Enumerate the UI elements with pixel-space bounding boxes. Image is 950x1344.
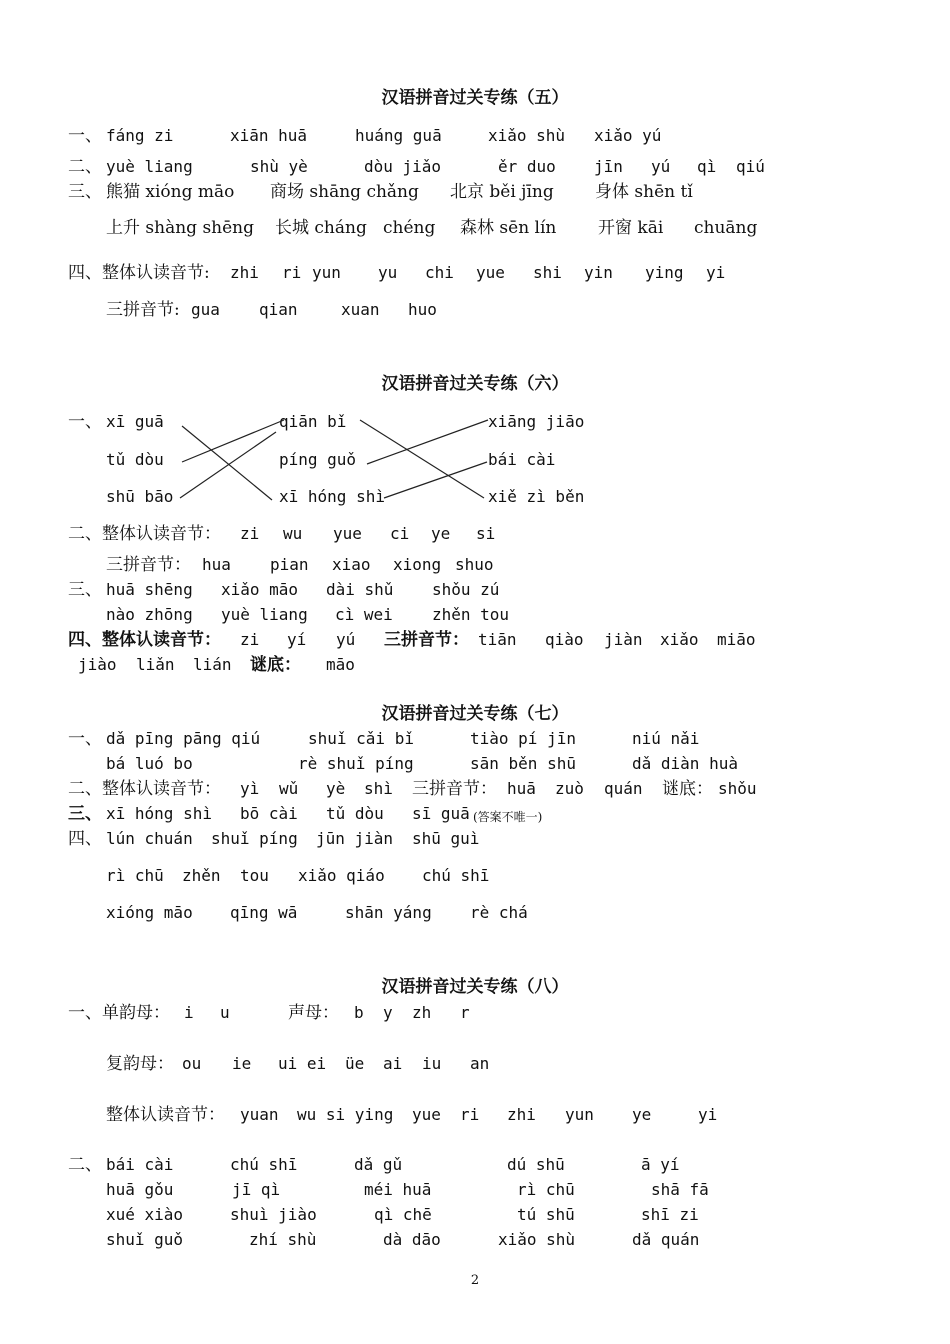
match-mid-3: xī hóng shì [279, 487, 385, 506]
match-line [180, 432, 276, 498]
match-right-3: xiě zì běn [488, 487, 585, 506]
match-left-3: shū bāo [106, 487, 174, 506]
section-title-5: 汉语拼音过关专练（五） [381, 88, 569, 108]
match-right-1: xiāng jiāo [488, 412, 585, 431]
match-line [182, 420, 284, 462]
match-line [360, 420, 484, 498]
match-left-2: tǔ dòu [106, 450, 164, 469]
match-right-2: bái cài [488, 450, 556, 469]
match-left-1: xī guā [106, 412, 164, 431]
section-title-7: 汉语拼音过关专练（七） [381, 704, 569, 724]
match-line [367, 420, 488, 464]
page-number: 2 [470, 1273, 480, 1288]
match-mid-2: píng guǒ [279, 450, 357, 469]
match-mid-1: qiān bǐ [279, 412, 347, 431]
s6-matching-exercise: 一、 xī guā tǔ dòu shū bāo qiān bǐ píng guǒ xī hóng shì xiāng jiāo bái cài xiě zì běn [68, 412, 585, 506]
section-title-8: 汉语拼音过关专练（八） [381, 977, 569, 997]
match-line [182, 426, 272, 500]
section-title-6: 汉语拼音过关专练（六） [381, 374, 569, 394]
